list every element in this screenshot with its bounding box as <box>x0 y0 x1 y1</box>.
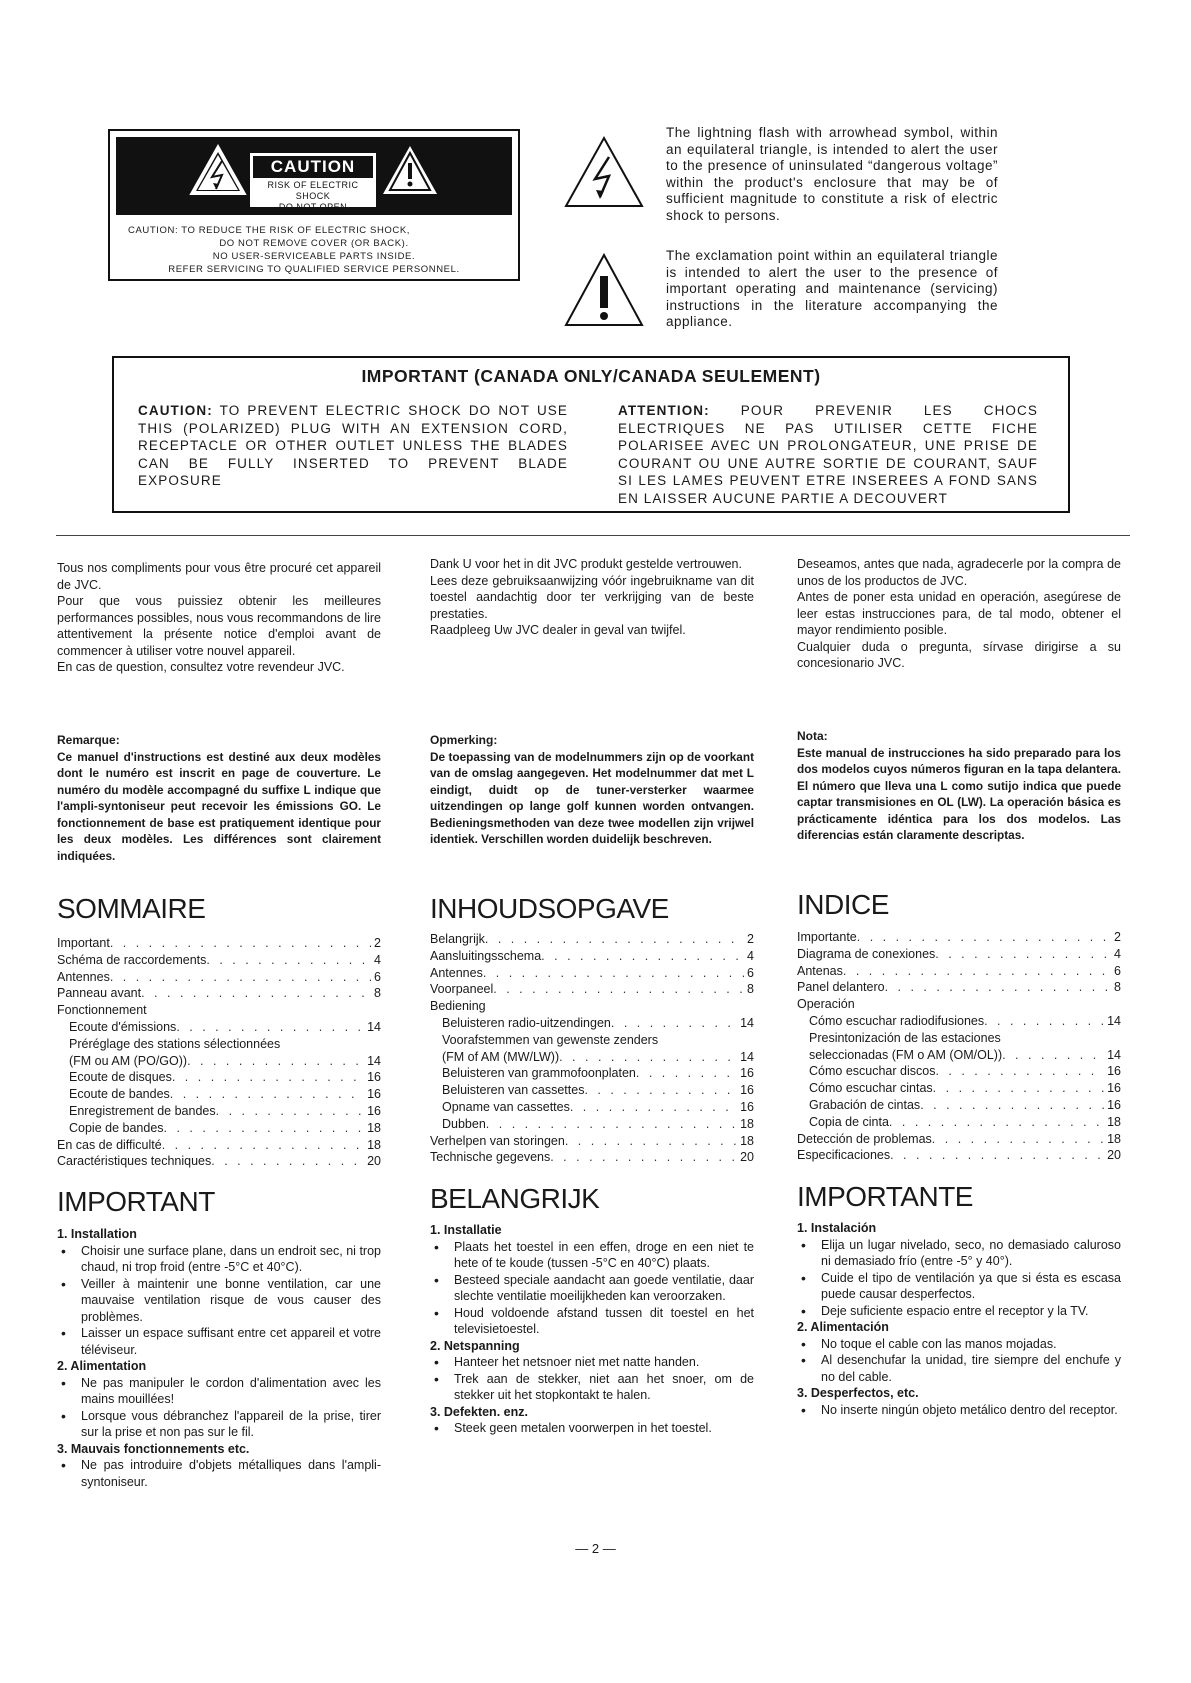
toc-entry-label: Cómo escuchar discos <box>809 1064 936 1079</box>
note-body: De toepassing van de modelnummers zijn op de voorkant van de omslag aangegeven. Het modelnummer dat met L eindigt, duidt op de tuner-versterker waarmee uitzendingen op lange golf kunnen worden ontvangen. Bedieningsmethoden van deze twee modellen zijn vrijwel identiek. Verschillen worden duidelijk beschreven. <box>430 749 754 846</box>
toc-entry-page: 14 <box>740 1015 754 1030</box>
toc-entry-label: Cómo escuchar cintas <box>809 1081 933 1096</box>
canada-english <box>138 402 568 490</box>
toc-entry <box>797 979 1121 996</box>
toc-leader-dots <box>935 946 1111 963</box>
important-bullet: • Al desenchufar la unidad, tire siempre del enchufe y no del cable. <box>797 1352 1121 1385</box>
toc-entry <box>57 1036 381 1053</box>
toc-leader-dots <box>211 1153 364 1170</box>
intro-french <box>57 560 381 676</box>
lightning-triangle-icon <box>188 143 248 197</box>
toc-entry-page: 14 <box>367 1053 381 1068</box>
toc-entry-label: Importante <box>797 930 857 944</box>
toc-entry-label: Ecoute d'émissions <box>69 1019 177 1034</box>
intro-paragraph: Raadpleeg Uw JVC dealer in geval van twijfel. <box>430 623 686 637</box>
important-subheading: 2. Alimentación <box>797 1320 889 1334</box>
note-heading: Nota: <box>797 729 828 743</box>
toc-entry-label: Antenas <box>797 963 843 978</box>
toc-entry-page: 16 <box>740 1099 754 1114</box>
toc-entry <box>430 981 754 998</box>
toc-entry <box>797 1131 1121 1148</box>
caution-title: CAUTION <box>253 156 373 178</box>
important-subheading: 1. Installatie <box>430 1223 502 1237</box>
toc-leader-dots <box>110 969 371 986</box>
toc-entry <box>57 1153 381 1170</box>
intro-paragraph: Lees deze gebruiksaanwijzing vóór ingebruikname van dit toestel aandachtig door ter verkrijging van de beste prestaties. <box>430 573 754 621</box>
toc-title-spanish: INDICE <box>797 889 889 920</box>
exclamation-triangle-icon <box>563 252 645 328</box>
toc-entry-page: 20 <box>1107 1148 1121 1163</box>
toc-leader-dots <box>857 929 1111 946</box>
toc-leader-dots <box>486 1116 737 1133</box>
toc-entry-page: 18 <box>1107 1131 1121 1146</box>
important-spanish <box>797 1220 1121 1418</box>
caution-label-box <box>250 153 376 212</box>
important-bullet: • Trek aan de stekker, niet aan het snoer, om de stekker uit het stopkontakt te halen. <box>430 1371 754 1404</box>
toc-entry <box>430 1082 754 1099</box>
canada-fr-label: ATTENTION: <box>618 403 710 418</box>
toc-leader-dots <box>1002 1047 1104 1064</box>
intro-paragraph: Antes de poner esta unidad en operación, asegúrese de leer estas instrucciones para, de tal modo, obtener el mayor rendimiento posible. <box>797 590 1121 637</box>
important-dutch <box>430 1222 754 1437</box>
canada-french <box>618 402 1038 507</box>
page-number: — 2 — <box>575 1541 616 1556</box>
note-body: Ce manuel d'instructions est destiné aux deux modèles dont le numéro est inscrit en page de couverture. Le numéro du modèle accompagné du suffixe L indique que l'ampli-syntoniseur peut recevoir les émissions GO. Le fonctionnement de base est pratiquement identique pour les deux modèles. Les différences sont clairement indiquées. <box>57 749 381 863</box>
toc-entry <box>57 985 381 1002</box>
toc-entry-page: 16 <box>740 1066 754 1081</box>
toc-leader-dots <box>206 952 371 969</box>
lightning-symbol-text: The lightning flash with arrowhead symbol, within an equilateral triangle, is intended to alert the user to the presence of uninsulated “dangerous voltage” within the product's enclosure that may be of sufficient magnitude to constitute a risk of electric shock to persons. <box>666 125 998 223</box>
toc-entry-page: 16 <box>740 1083 754 1098</box>
caution-text-line: NO USER-SERVICEABLE PARTS INSIDE. <box>212 251 416 262</box>
important-subheading: 2. Netspanning <box>430 1338 520 1353</box>
toc-entry-label: En cas de difficulté <box>57 1137 162 1152</box>
toc-title-dutch: INHOUDSOPGAVE <box>430 893 669 924</box>
toc-entry <box>57 1120 381 1137</box>
important-title-spanish: IMPORTANTE <box>797 1181 973 1212</box>
toc-entry-page: 6 <box>747 965 754 980</box>
toc-leader-dots <box>559 1049 737 1066</box>
toc-entry <box>797 1147 1121 1164</box>
toc-entry <box>430 1015 754 1032</box>
toc-leader-dots <box>550 1149 737 1166</box>
toc-leader-dots <box>164 1120 365 1137</box>
toc-leader-dots <box>162 1137 364 1154</box>
intro-paragraph: Tous nos compliments pour vous être procuré cet appareil de JVC. <box>57 561 381 592</box>
toc-entry <box>797 946 1121 963</box>
important-subheading: 2. Alimentation <box>57 1359 147 1373</box>
important-bullet: • No toque el cable con las manos mojadas. <box>797 1336 1121 1353</box>
toc-entry-page: 14 <box>367 1019 381 1034</box>
toc-title-french: SOMMAIRE <box>57 893 206 924</box>
toc-leader-dots <box>984 1013 1104 1030</box>
toc-entry-label: Panel delantero <box>797 980 885 995</box>
important-bullet: • Lorsque vous débranchez l'appareil de la prise, tirer sur la prise et non pas sur le fil. <box>57 1408 381 1441</box>
important-bullet: • No inserte ningún objeto metálico dentro del receptor. <box>797 1402 1121 1419</box>
toc-leader-dots <box>172 1069 364 1086</box>
toc-entry <box>797 1080 1121 1097</box>
toc-entry-label: Copie de bandes <box>69 1120 164 1135</box>
toc-entry-label: Diagrama de conexiones <box>797 946 936 961</box>
toc-entry-page: 14 <box>740 1049 754 1064</box>
exclamation-triangle-icon <box>380 143 440 197</box>
toc-leader-dots <box>187 1053 364 1070</box>
toc-dutch <box>430 931 754 1166</box>
canada-en-text: TO PREVENT ELECTRIC SHOCK DO NOT USE THIS (POLARIZED) PLUG WITH AN EXTENSION CORD, RECEPTACLE OR OTHER OUTLET UNLESS THE BLADES CAN BE FULLY INSERTED TO PREVENT BLADE EXPOSURE <box>138 403 568 488</box>
toc-entry-label: Aansluitingsschema <box>430 948 542 963</box>
toc-entry-label: Especificaciones <box>797 1148 891 1163</box>
important-bullet: • Elija un lugar nivelado, seco, no demasiado caluroso ni demasiado frío (entre -5° y 40°). <box>797 1237 1121 1270</box>
toc-entry-label: (FM ou AM (PO/GO)) <box>69 1053 188 1068</box>
canada-notice <box>112 356 1070 513</box>
toc-entry-page: 16 <box>367 1103 381 1118</box>
toc-entry <box>430 1049 754 1066</box>
caution-text-line: CAUTION: TO REDUCE THE RISK OF ELECTRIC SHOCK, <box>128 225 411 236</box>
toc-entry-page: 2 <box>747 932 754 946</box>
toc-entry <box>797 1047 1121 1064</box>
toc-leader-dots <box>570 1099 737 1116</box>
toc-entry-label: Panneau avant <box>57 986 142 1001</box>
toc-entry <box>57 952 381 969</box>
canada-en-label: CAUTION: <box>138 403 213 418</box>
important-bullet: • Besteed speciale aandacht aan goede ventilatie, daar slechte ventilatie moeilijkheden kan veroorzaken. <box>430 1272 754 1305</box>
toc-entry <box>430 998 754 1015</box>
toc-entry <box>430 1116 754 1133</box>
toc-leader-dots <box>541 948 744 965</box>
toc-entry <box>797 963 1121 980</box>
caution-label <box>108 129 520 281</box>
toc-entry-page: 8 <box>374 986 381 1001</box>
important-subheading: 3. Mauvais fonctionnements etc. <box>57 1441 250 1456</box>
toc-entry-label: Schéma de raccordements <box>57 952 207 967</box>
intro-paragraph: En cas de question, consultez votre revendeur JVC. <box>57 660 345 674</box>
toc-entry-page: 4 <box>747 948 754 963</box>
important-bullet: • Veiller à maintenir une bonne ventilation, car une mauvaise ventilation risque de vous causer des problèmes. <box>57 1276 381 1326</box>
toc-entry-page: 18 <box>740 1116 754 1131</box>
toc-entry-page: 20 <box>740 1150 754 1165</box>
canada-fr-text: POUR PREVENIR LES CHOCS ELECTRIQUES NE PAS UTILISER CETTE FICHE POLARISEE AVEC UN PROLONGATEUR, UNE PRISE DE COURANT OU UNE AUTRE SORTIE DE COURANT, SAUF SI LES LAMES PEUVENT ETRE INSEREES A FOND SANS EN LAISSER AUCUNE PARTIE A DECOUVERT <box>618 403 1038 506</box>
intro-paragraph: Deseamos, antes que nada, agradecerle por la compra de unos de los productos de JVC. <box>797 557 1121 588</box>
toc-entry-label: Copia de cinta <box>809 1114 889 1129</box>
toc-entry-label: seleccionadas (FM o AM (OM/OL)) <box>809 1047 1003 1062</box>
toc-french <box>57 935 381 1170</box>
toc-leader-dots <box>889 1114 1104 1131</box>
toc-entry <box>430 1065 754 1082</box>
toc-entry <box>57 1053 381 1070</box>
toc-entry-page: 20 <box>367 1154 381 1169</box>
important-bullet: • Cuide el tipo de ventilación ya que si ésta es escasa puede causar desperfectos. <box>797 1270 1121 1303</box>
toc-entry-label: Voorpaneel <box>430 982 494 997</box>
caution-warning-text <box>118 224 510 276</box>
toc-entry-page: 16 <box>1107 1064 1121 1079</box>
note-spanish <box>797 728 1121 844</box>
toc-leader-dots <box>493 981 744 998</box>
important-bullet: • Steek geen metalen voorwerpen in het toestel. <box>430 1420 754 1437</box>
toc-leader-dots <box>933 1080 1104 1097</box>
toc-entry-page: 16 <box>367 1070 381 1085</box>
note-french <box>57 732 381 864</box>
toc-entry-label: Important <box>57 936 110 950</box>
toc-leader-dots <box>584 1082 737 1099</box>
toc-entry-page: 6 <box>1114 963 1121 978</box>
toc-entry-page: 2 <box>1114 930 1121 944</box>
note-dutch <box>430 732 754 848</box>
toc-entry-label: Cómo escuchar radiodifusiones <box>809 1013 985 1028</box>
lightning-triangle-icon <box>563 135 645 209</box>
toc-entry-page: 16 <box>1107 1081 1121 1096</box>
toc-entry-label: Beluisteren van cassettes <box>442 1083 585 1098</box>
important-bullet: • Hanteer het netsnoer niet met natte handen. <box>430 1354 754 1371</box>
important-subheading: 1. Installation <box>57 1227 137 1241</box>
toc-entry-label: Operación <box>797 997 855 1012</box>
note-heading: Remarque: <box>57 733 120 747</box>
toc-entry <box>57 1069 381 1086</box>
toc-leader-dots <box>611 1015 737 1032</box>
important-title-dutch: BELANGRIJK <box>430 1183 600 1214</box>
toc-entry <box>797 1013 1121 1030</box>
toc-leader-dots <box>141 985 371 1002</box>
toc-entry-page: 18 <box>367 1120 381 1135</box>
important-title-french: IMPORTANT <box>57 1186 215 1217</box>
caution-text-line: DO NOT REMOVE COVER (OR BACK). <box>219 238 409 249</box>
toc-leader-dots <box>216 1103 364 1120</box>
caution-band <box>116 137 512 215</box>
toc-entry-label: Grabación de cintas <box>809 1097 921 1112</box>
toc-entry-label: Technische gegevens <box>430 1150 551 1165</box>
intro-paragraph: Dank U voor het in dit JVC produkt gestelde vertrouwen. <box>430 557 742 571</box>
toc-entry <box>430 1032 754 1049</box>
toc-entry <box>57 1137 381 1154</box>
toc-entry-label: Detección de problemas <box>797 1131 932 1146</box>
toc-entry-page: 14 <box>1107 1047 1121 1062</box>
toc-entry-label: Enregistrement de bandes <box>69 1103 216 1118</box>
intro-paragraph: Pour que vous puissiez obtenir les meilleures performances possibles, nous vous recommandons de lire attentivement la présente notice d'emploi avant de commencer à utiliser votre nouvel appareil. <box>57 594 381 658</box>
important-bullet: • Plaats het toestel in een effen, droge en een niet te hete of te koude (tussen -5°C en 40°C) plaats. <box>430 1239 754 1272</box>
toc-spanish <box>797 929 1121 1164</box>
toc-entry <box>430 931 754 948</box>
important-french <box>57 1226 381 1490</box>
toc-entry-label: Caractéristiques techniques <box>57 1154 212 1169</box>
intro-spanish <box>797 556 1121 672</box>
important-bullet: • Ne pas manipuler le cordon d'alimentation avec les mains mouillées! <box>57 1375 381 1408</box>
toc-entry <box>797 1097 1121 1114</box>
toc-entry <box>797 1114 1121 1131</box>
important-bullet: • Houd voldoende afstand tussen dit toestel en het televisietoestel. <box>430 1305 754 1338</box>
important-bullet: • Choisir une surface plane, dans un endroit sec, ni trop chaud, ni trop froid (entre -5°C et 40°C). <box>57 1243 381 1276</box>
toc-leader-dots <box>932 1131 1104 1148</box>
toc-entry-label: Ecoute de disques <box>69 1070 172 1085</box>
caution-line-2: DO NOT OPEN <box>278 202 348 212</box>
toc-entry-label: (FM of AM (MW/LW)) <box>442 1049 560 1064</box>
caution-line-1: RISK OF ELECTRIC SHOCK <box>267 180 359 201</box>
toc-entry-label: Préréglage des stations sélectionnées <box>69 1036 281 1051</box>
toc-entry-page: 8 <box>747 982 754 997</box>
toc-entry <box>57 1086 381 1103</box>
toc-entry <box>430 965 754 982</box>
toc-entry-label: Belangrijk <box>430 932 485 946</box>
important-bullet: • Laisser un espace suffisant entre cet appareil et votre téléviseur. <box>57 1325 381 1358</box>
important-bullet: • Ne pas introduire d'objets métalliques dans l'ampli-syntoniseur. <box>57 1457 381 1490</box>
toc-entry <box>797 929 1121 946</box>
important-subheading: 3. Desperfectos, etc. <box>797 1386 919 1400</box>
toc-entry-page: 18 <box>367 1137 381 1152</box>
toc-entry <box>57 1103 381 1120</box>
toc-entry <box>57 969 381 986</box>
exclamation-symbol-text: The exclamation point within an equilateral triangle is intended to alert the user to the presence of important operating and maintenance (servicing) instructions in the literature accompanying the appliance. <box>666 248 998 329</box>
intro-dutch <box>430 556 754 639</box>
toc-entry-page: 8 <box>1114 980 1121 995</box>
toc-leader-dots <box>935 1063 1104 1080</box>
toc-entry-page: 16 <box>367 1087 381 1102</box>
toc-entry-label: Dubben <box>442 1116 486 1131</box>
toc-entry-page: 2 <box>374 936 381 950</box>
toc-leader-dots <box>565 1133 737 1150</box>
toc-entry-page: 4 <box>1114 946 1121 961</box>
toc-leader-dots <box>890 1147 1104 1164</box>
note-heading: Opmerking: <box>430 733 498 747</box>
toc-entry-page: 6 <box>374 969 381 984</box>
toc-entry <box>57 935 381 952</box>
toc-entry <box>430 1133 754 1150</box>
toc-entry-page: 18 <box>1107 1114 1121 1129</box>
toc-entry-label: Opname van cassettes <box>442 1099 570 1114</box>
toc-entry-page: 14 <box>1107 1013 1121 1028</box>
toc-entry <box>57 1019 381 1036</box>
toc-entry-page: 4 <box>374 952 381 967</box>
toc-entry-label: Beluisteren van grammofoonplaten <box>442 1066 636 1081</box>
toc-entry-label: Fonctionnement <box>57 1003 147 1018</box>
toc-entry <box>797 1063 1121 1080</box>
toc-entry <box>430 948 754 965</box>
toc-entry-label: Antennes <box>430 965 483 980</box>
important-subheading: 1. Instalación <box>797 1221 877 1235</box>
toc-leader-dots <box>483 965 744 982</box>
toc-entry <box>430 1099 754 1116</box>
divider <box>56 535 1130 536</box>
toc-leader-dots <box>170 1086 364 1103</box>
toc-leader-dots <box>485 931 744 948</box>
canada-title: IMPORTANT (CANADA ONLY/CANADA SEULEMENT) <box>361 366 821 386</box>
important-bullet: • Deje suficiente espacio entre el receptor y la TV. <box>797 1303 1121 1320</box>
important-subheading: 3. Defekten. enz. <box>430 1404 528 1419</box>
toc-entry-label: Bediening <box>430 999 486 1014</box>
toc-entry-label: Presintonización de las estaciones <box>809 1030 1001 1045</box>
intro-paragraph: Cualquier duda o pregunta, sírvase dirigirse a su concesionario JVC. <box>797 639 1121 670</box>
toc-leader-dots <box>110 935 371 952</box>
toc-entry <box>430 1149 754 1166</box>
toc-entry <box>797 1030 1121 1047</box>
note-body: Este manual de instrucciones ha sido preparado para los dos modelos cuyos números figuran en la tapa delantera. El número que lleva una L como sutijo indica que puede captar transmisiones en OL (LW). La operación básica es prácticamente idéntica para los dos modelos. Las diferencias están claramente descriptas. <box>797 745 1121 842</box>
toc-entry-page: 18 <box>740 1133 754 1148</box>
toc-leader-dots <box>885 979 1111 996</box>
toc-entry <box>797 996 1121 1013</box>
toc-leader-dots <box>176 1019 364 1036</box>
toc-entry-label: Antennes <box>57 969 110 984</box>
toc-entry-label: Beluisteren radio-uitzendingen <box>442 1015 611 1030</box>
toc-leader-dots <box>636 1065 737 1082</box>
toc-entry-page: 16 <box>1107 1097 1121 1112</box>
toc-entry-label: Verhelpen van storingen <box>430 1133 565 1148</box>
toc-entry <box>57 1002 381 1019</box>
toc-entry-label: Voorafstemmen van gewenste zenders <box>442 1032 659 1047</box>
caution-text-line: REFER SERVICING TO QUALIFIED SERVICE PERSONNEL. <box>168 264 460 275</box>
toc-leader-dots <box>843 963 1111 980</box>
toc-entry-label: Ecoute de bandes <box>69 1087 170 1102</box>
toc-leader-dots <box>920 1097 1104 1114</box>
